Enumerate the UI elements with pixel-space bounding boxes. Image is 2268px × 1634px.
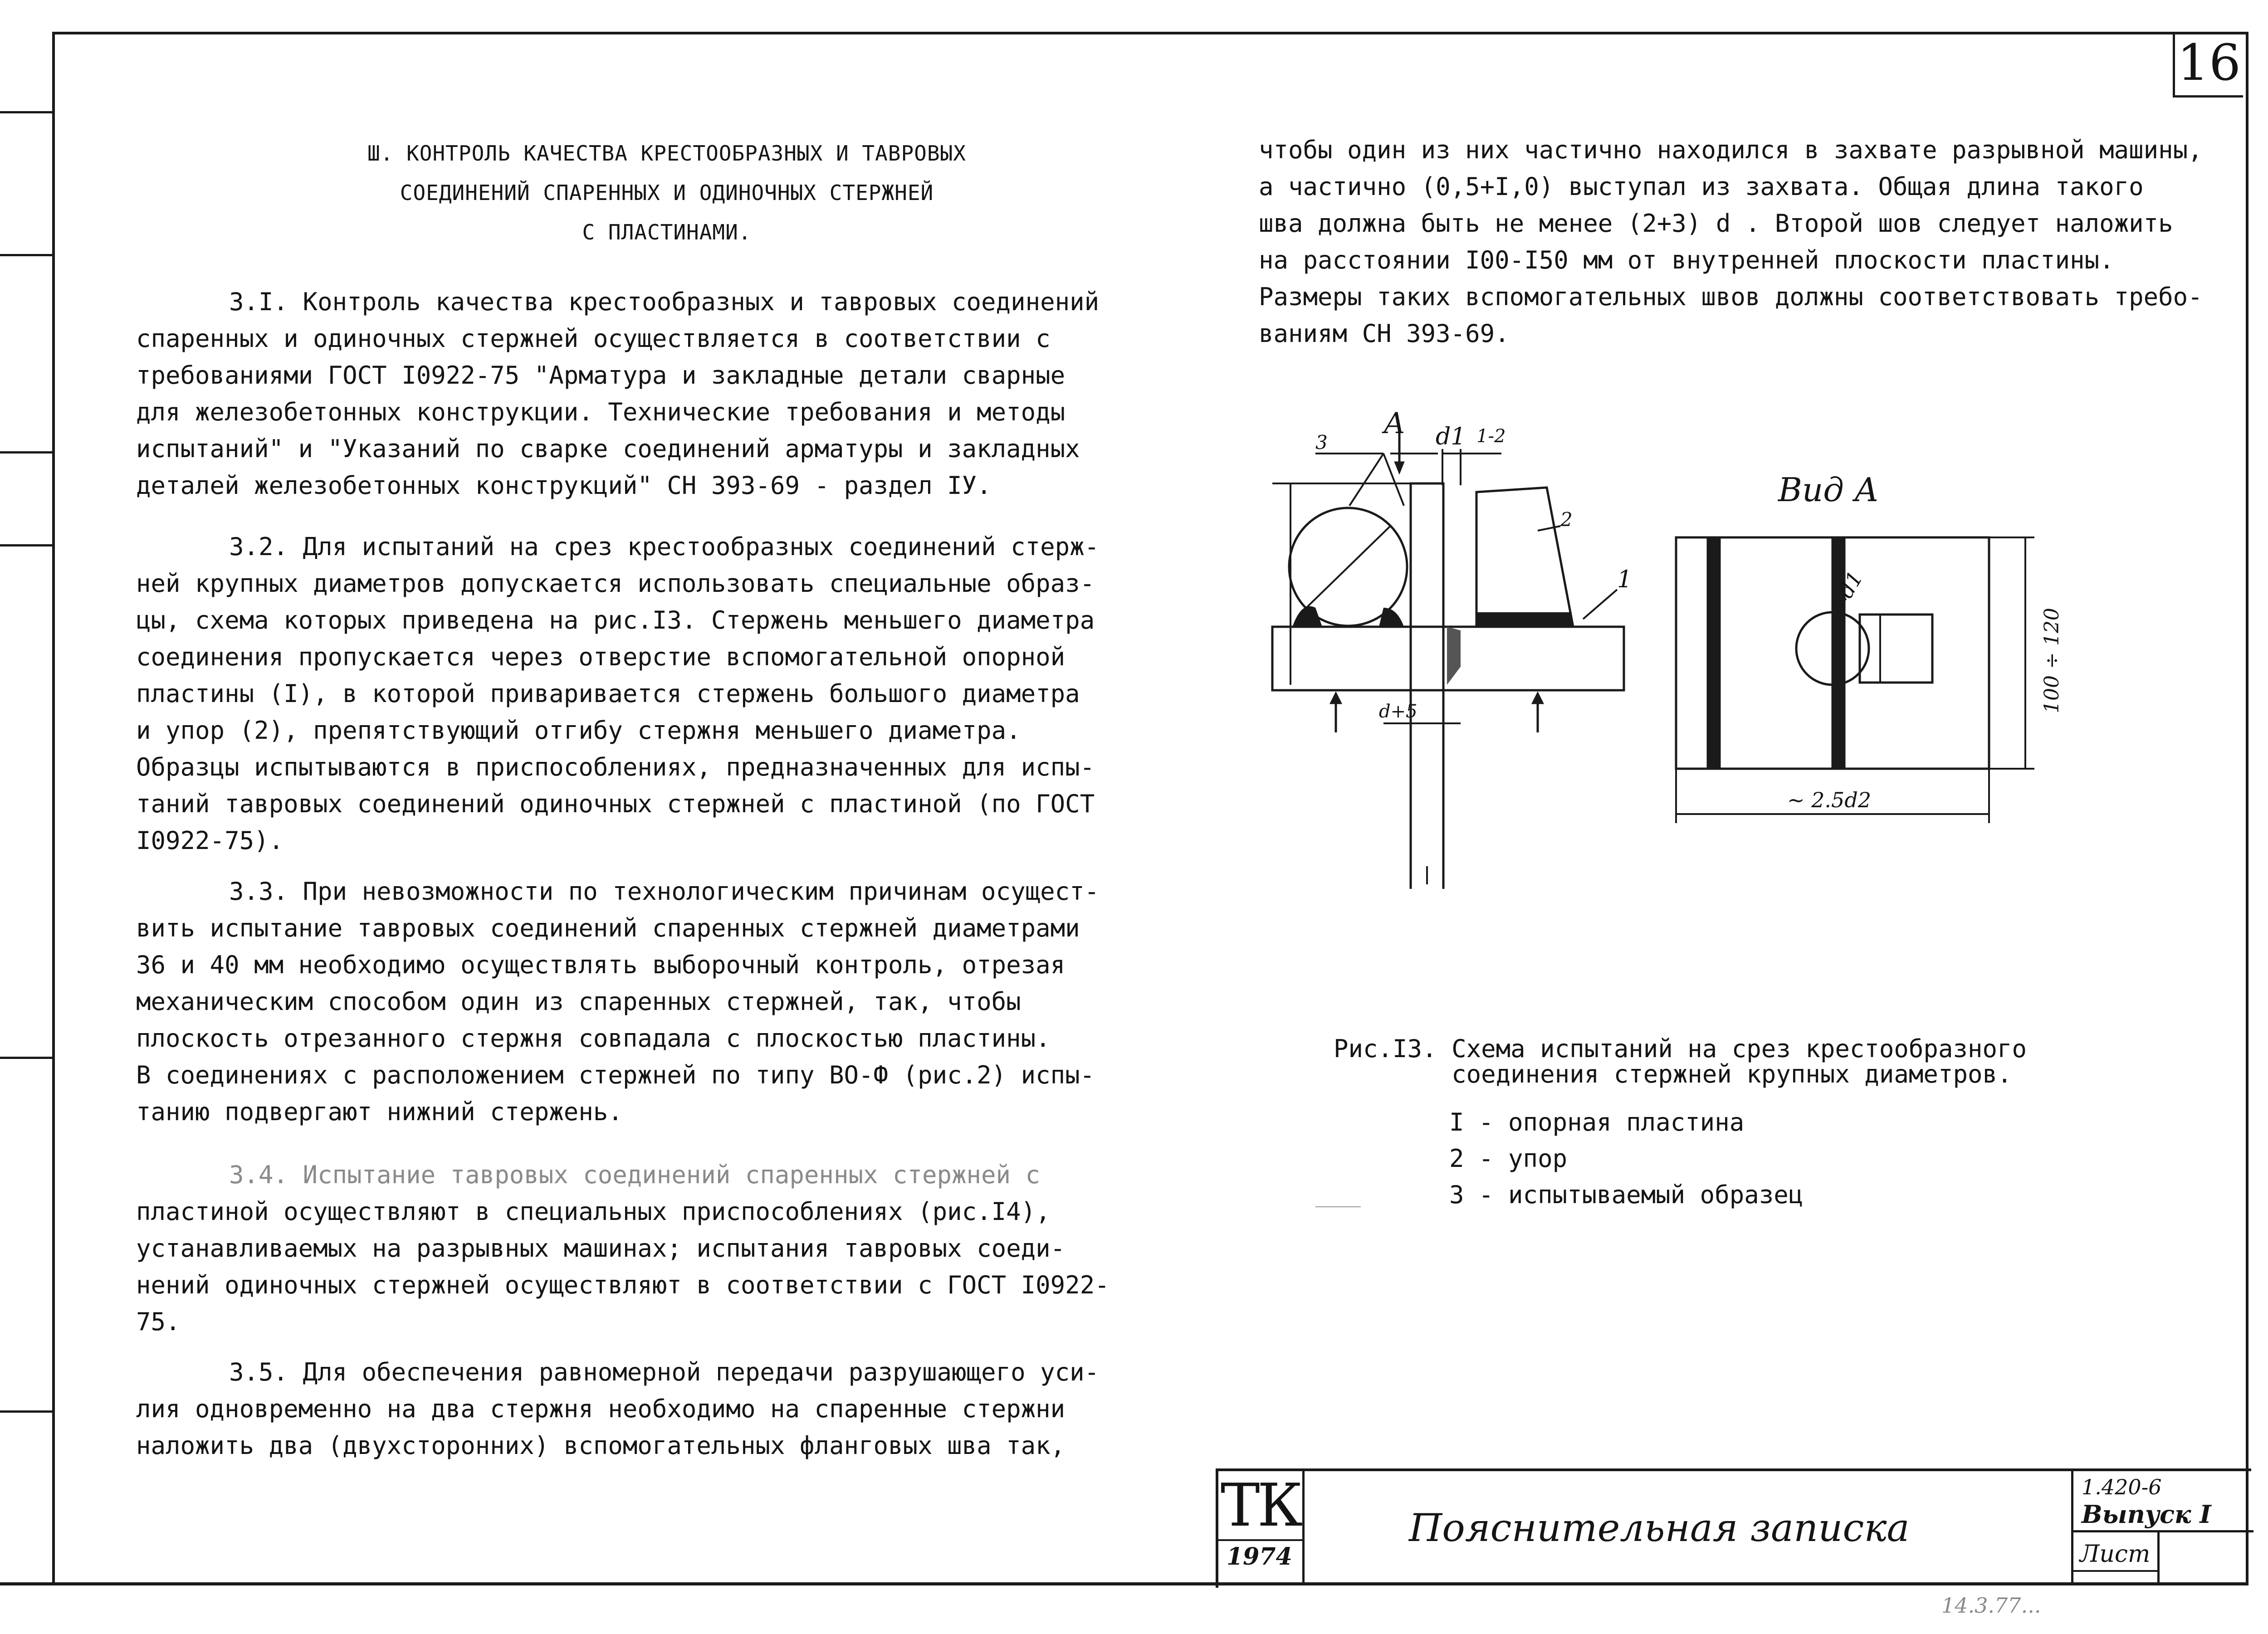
frame-right <box>2246 32 2248 1585</box>
binding-tick <box>0 1057 52 1059</box>
stamp-mark: ТК <box>1220 1471 1300 1540</box>
code-cell <box>2071 1471 2253 1532</box>
document-code: 1.420-6 <box>2082 1475 2162 1499</box>
text-line: нений одиночных стержней осуществляют в соответствии с ГОСТ I0922- <box>136 1271 1110 1299</box>
paragraph-3-1 <box>136 283 1099 504</box>
text-line: механическим способом один из спаренных стержней, так, чтобы <box>136 987 1021 1016</box>
text-line: устанавливаемых на разрывных машинах; испытания тавровых соеди- <box>136 1234 1066 1263</box>
label-specimen: 3 <box>1315 431 1328 454</box>
legend-item: 3 - испытываемый образец <box>1449 1180 1804 1209</box>
text-line: соединения пропускается через отверстие вспомогательной опорной <box>136 643 1066 671</box>
figure-legend <box>1449 1104 1803 1213</box>
text-line: В соединениях с расположением стержней по типу ВО-Ф (рис.2) испы- <box>136 1061 1095 1089</box>
paragraph-3-2 <box>136 528 1099 859</box>
text-line: спаренных и одиночных стержней осуществляется в соответствии с <box>136 324 1051 353</box>
label-section-mark: А <box>1383 407 1406 440</box>
caption-line: соединения стержней крупных диаметров. <box>1334 1060 2012 1088</box>
frame-top <box>52 32 2248 34</box>
paragraph-3-3 <box>136 873 1099 1130</box>
label-gap: 1-2 <box>1476 426 1506 447</box>
weld <box>1476 612 1572 626</box>
section-title-line: С ПЛАСТИНАМИ. <box>582 220 752 244</box>
stop-part <box>1476 488 1573 627</box>
text-line: I0922-75). <box>136 826 284 855</box>
figure-caption <box>1334 1036 2027 1087</box>
paragraph-continued <box>1259 132 2203 352</box>
frame-left <box>52 32 55 1585</box>
stamp-box <box>1218 1471 1305 1585</box>
label-d5: d+5 <box>1379 701 1418 722</box>
text-line: 3.5. Для обеспечения равномерной передачи разрушающего уси- <box>229 1358 1100 1386</box>
page-number-box <box>2173 32 2243 98</box>
figure-13-drawing <box>1247 395 2087 889</box>
label-plate: 1 <box>1617 566 1633 593</box>
text-line: для железобетонных конструкции. Технические требования и методы <box>136 398 1066 426</box>
text-line: 3.2. Для испытаний на срез крестообразных соединений стерж- <box>229 532 1100 561</box>
text-line: таний тавровых соединений одиночных стержней с пластиной (по ГОСТ <box>136 790 1095 818</box>
label-stop: 2 <box>1560 508 1573 531</box>
text-line: наложить два (двухсторонних) вспомогательных фланговых шва так, <box>136 1431 1066 1460</box>
binding-tick <box>0 254 52 256</box>
paragraph-3-5 <box>136 1354 1099 1464</box>
section-title-line: Ш. КОНТРОЛЬ КАЧЕСТВА КРЕСТООБРАЗНЫХ И ТАВРОВЫХ <box>367 141 966 166</box>
page-number: 16 <box>2177 34 2241 92</box>
issue-number: Выпуск I <box>2082 1500 2211 1529</box>
sheet-number-cell <box>2157 1530 2253 1585</box>
text-line: Размеры таких вспомогательных швов должны соответствовать требо- <box>1259 283 2203 311</box>
caption-line: Рис.I3. Схема испытаний на срез крестообразного <box>1334 1034 2027 1063</box>
binding-tick <box>0 111 52 113</box>
text-line: цы, схема которых приведена на рис.I3. Стержень меньшего диаметра <box>136 606 1095 634</box>
document-title: Пояснительная записка <box>1409 1506 1910 1550</box>
binding-tick <box>0 451 52 454</box>
section-title-line: СОЕДИНЕНИЙ СПАРЕННЫХ И ОДИНОЧНЫХ СТЕРЖНЕЙ <box>400 180 934 205</box>
text-line: 3.4. Испытание тавровых соединений спаренных стержней с <box>229 1161 1041 1189</box>
label-d1: d1 <box>1436 423 1466 450</box>
binding-tick <box>0 544 52 546</box>
text-line: 3.I. Контроль качества крестообразных и тавровых соединений <box>229 288 1100 316</box>
binding-tick <box>0 1410 52 1413</box>
paragraph-3-4 <box>136 1156 1110 1340</box>
text-line: вить испытание тавровых соединений спаренных стержней диаметрами <box>136 914 1080 942</box>
title-block <box>1216 1468 2251 1588</box>
weld <box>1379 608 1404 627</box>
label-d1-view: d1 <box>1833 566 1868 602</box>
legend-item: I - опорная пластина <box>1449 1108 1745 1136</box>
text-line: пластины (I), в которой привариваетcя стержень большого диаметра <box>136 679 1080 708</box>
text-line: шва должна быть не менее (2+3) d . Второй шов следует наложить <box>1259 209 2173 238</box>
sheet-label-cell <box>2071 1530 2160 1585</box>
text-line: 3.3. При невозможности по технологическим причинам осущест- <box>229 877 1100 906</box>
label-view-a: Вид А <box>1778 471 1879 509</box>
text-line: чтобы один из них частично находился в захвате разрывной машины, <box>1259 136 2203 164</box>
text-line: 36 и 40 мм необходимо осуществлять выборочный контроль, отрезая <box>136 951 1066 979</box>
stray-mark <box>1315 1206 1361 1207</box>
text-line: ваниям СН 393-69. <box>1259 319 1510 348</box>
section-title <box>168 134 1166 252</box>
text-line: плоскость отрезанного стержня совпадала с плоскостью пластины. <box>136 1024 1051 1053</box>
footer-note: 14.3.77... <box>1941 1593 2041 1618</box>
text-line: на расстоянии I00-I50 мм от внутренней плоскости пластины. <box>1259 246 2114 274</box>
text-line: танию подвергают нижний стержень. <box>136 1097 623 1126</box>
text-line: а частично (0,5+I,0) выступал из захвата. Общая длина такого <box>1259 172 2144 201</box>
text-line: лия одновременно на два стержня необходимо на спаренные стержни <box>136 1395 1066 1423</box>
text-line: и упор (2), препятствующий отгибу стержня меньшего диаметра. <box>136 716 1021 745</box>
text-line: требованиями ГОСТ I0922-75 "Арматура и закладные детали сварные <box>136 361 1066 390</box>
label-dim-width: ~ 2.5d2 <box>1787 788 1872 812</box>
legend-item: 2 - упор <box>1449 1144 1568 1173</box>
text-line: пластиной осуществляют в специальных приспособлениях (рис.I4), <box>136 1197 1051 1226</box>
text-line: Образцы испытываются в приспособлениях, предназначенных для испы- <box>136 753 1095 781</box>
weld <box>1293 606 1322 627</box>
text-line: 75. <box>136 1307 181 1336</box>
text-line: испытаний" и "Указаний по сварке соединений арматуры и закладных <box>136 434 1080 463</box>
stamp-year: 1974 <box>1218 1539 1302 1573</box>
label-dim-height: 100 ÷ 120 <box>2040 608 2063 713</box>
view-a-stop <box>1860 615 1932 683</box>
text-line: ней крупных диаметров допускается использовать специальные образ- <box>136 569 1095 598</box>
text-line: деталей железобетонных конструкций" СН 393-69 - раздел IУ. <box>136 471 992 500</box>
sheet-label: Лист <box>2073 1538 2160 1572</box>
